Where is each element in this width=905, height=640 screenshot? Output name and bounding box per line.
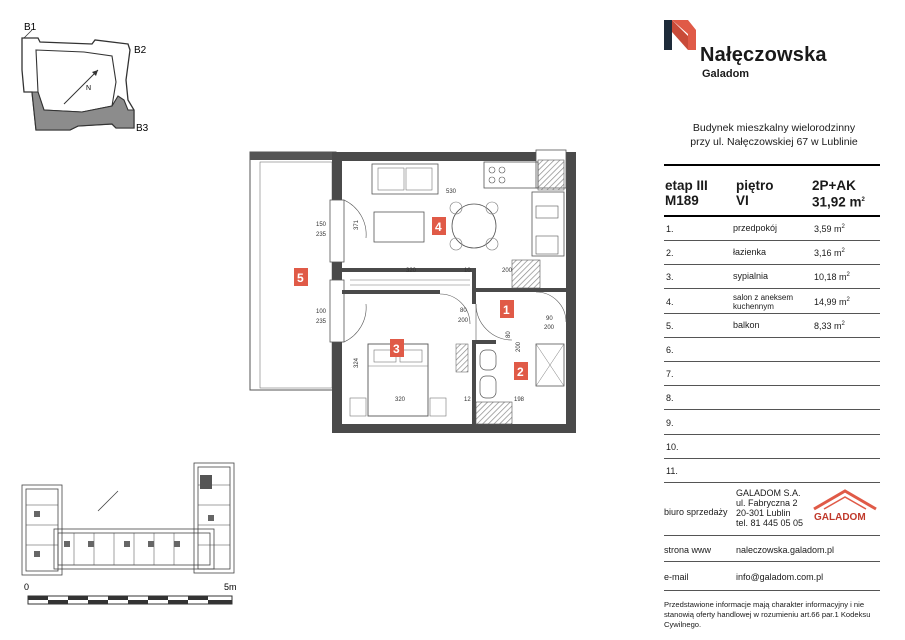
unit-area	[812, 193, 865, 210]
room-marker-4: 4	[435, 220, 442, 234]
sales-address	[736, 488, 803, 528]
room-name: przedpokój	[733, 223, 778, 233]
dim-door-top: 100	[316, 309, 327, 315]
key-label-b2: B2	[134, 45, 147, 56]
brand-name: Nałęczowska	[700, 44, 827, 66]
unit-code: M189	[665, 193, 699, 208]
building-line-2: przy ul. Nałęczowskiej 67 w Lublinie	[690, 136, 858, 148]
room-name: balkon	[733, 319, 760, 330]
room-area-value: 3,59 m	[814, 224, 842, 234]
building-line-1: Budynek mieszkalny wielorodzinny	[692, 122, 856, 134]
galadom-logo-text: GALADOM	[814, 512, 866, 523]
sales-company: GALADOM S.A.	[736, 488, 801, 498]
site-north-arrow-icon	[98, 491, 118, 511]
floor-value: VI	[736, 193, 749, 208]
room-number: 9.	[666, 417, 674, 428]
room-row-rule	[664, 409, 880, 410]
header-rule-top	[664, 164, 880, 166]
dim-kitchen-span: 200	[502, 268, 513, 274]
disclaimer: Przedstawione informacje mają charakter informacyjny i nie stanowią oferty handlowej w rozumieniu art.66 par.1 Kodeksu Cywilnego.	[664, 600, 871, 629]
room-area-sup: 2	[841, 320, 845, 327]
dim-door1-top: 80	[460, 308, 467, 314]
room-area-sup: 2	[846, 272, 850, 279]
dim-door1-bottom: 200	[458, 318, 469, 324]
room-number: 10.	[666, 441, 679, 452]
contact-rule-1	[664, 535, 880, 536]
room-row-rule	[664, 434, 880, 435]
room-area-sup: 2	[841, 248, 845, 255]
room-number: 1.	[666, 224, 674, 234]
dim-living-height: 371	[354, 219, 360, 230]
room-area-sup: 2	[846, 296, 850, 303]
site-plan	[14, 455, 244, 580]
room-area	[814, 272, 850, 282]
room-area-value: 3,16 m	[814, 248, 842, 259]
room-area	[814, 321, 845, 331]
sales-label: biuro sprzedaży	[664, 507, 728, 517]
room-marker-2: 2	[517, 365, 524, 379]
room-name: łazienka	[733, 247, 767, 258]
room-area-sup: 2	[841, 224, 845, 230]
dim-door-bottom: 235	[316, 319, 327, 325]
room-row-rule	[664, 288, 880, 289]
room-name: sypialnia	[733, 271, 769, 282]
room-area-value: 10,18 m	[814, 272, 847, 283]
room-area	[814, 297, 850, 307]
room-name: salon z aneksem kuchennym	[733, 292, 794, 311]
room-number: 2.	[666, 248, 674, 259]
brand-logo-icon	[664, 20, 696, 50]
dim-wall-small: 10	[464, 268, 471, 274]
galadom-logo-icon	[810, 487, 880, 523]
contact-rule-2	[664, 561, 880, 562]
room-area-value: 8,33 m	[814, 320, 842, 331]
header-rule-bottom	[664, 215, 880, 217]
dim-bath-width: 198	[514, 397, 525, 403]
room-row-rule	[664, 337, 880, 338]
room-number: 11.	[666, 466, 678, 476]
dim-door2-bottom: 200	[544, 325, 555, 331]
room-row-rule	[664, 361, 880, 362]
floor-plan	[240, 140, 585, 440]
room-number: 7.	[666, 369, 674, 380]
dim-window-bottom: 235	[316, 232, 327, 238]
room-row-rule	[664, 264, 880, 265]
dim-bed-width: 320	[406, 268, 417, 274]
room-area	[814, 248, 845, 258]
sales-phone: tel. 81 445 05 05	[736, 518, 804, 528]
sales-city: 20-301 Lublin	[736, 508, 791, 518]
room-row-rule	[664, 240, 880, 241]
email-label: e-mail	[664, 572, 689, 582]
dim-door3-bottom: 200	[516, 341, 522, 352]
key-label-b3: B3	[136, 123, 149, 134]
building-info	[664, 121, 884, 149]
contact-rule-3	[664, 590, 880, 591]
dim-living-width: 530	[446, 189, 457, 195]
dim-bed-width-bottom: 320	[395, 397, 406, 403]
dim-window-top: 150	[316, 222, 327, 228]
unit-area-value: 31,92 m	[812, 194, 862, 210]
dim-bed-height: 324	[354, 357, 360, 368]
room-number: 5.	[666, 320, 674, 331]
room-marker-3: 3	[393, 342, 400, 356]
room-number: 4.	[666, 296, 674, 307]
sales-street: ul. Fabryczna 2	[736, 498, 798, 508]
brand-sub: Galadom	[702, 68, 750, 80]
room-number: 3.	[666, 272, 674, 283]
website-link[interactable]: naleczowska.galadom.pl	[736, 545, 835, 555]
email-link[interactable]: info@galadom.com.pl	[736, 572, 824, 582]
unit-type: 2P+AK	[812, 178, 856, 193]
dim-door3-top: 80	[506, 331, 512, 338]
room-marker-5: 5	[297, 271, 304, 285]
north-label: N	[86, 85, 92, 92]
room-marker-1: 1	[503, 303, 510, 317]
website-label: strona www	[664, 545, 712, 555]
room-area-value: 14,99 m	[814, 296, 847, 307]
floor-label: piętro	[736, 178, 774, 193]
key-plan	[0, 0, 170, 145]
room-row-rule	[664, 482, 880, 483]
balcony-outline	[250, 152, 336, 390]
dim-bath-small: 12	[464, 397, 471, 403]
dim-door2-top: 90	[546, 316, 553, 322]
scale-bar	[20, 580, 250, 608]
key-label-b1: B1	[24, 22, 37, 33]
room-number: 8.	[666, 393, 674, 404]
room-row-rule	[664, 385, 880, 386]
scale-start: 0	[24, 582, 30, 592]
scale-end: 5m	[224, 582, 237, 592]
room-row-rule	[664, 313, 880, 314]
unit-area-sup: 2	[861, 197, 865, 203]
stage-label: etap III	[665, 178, 708, 193]
room-row-rule	[664, 458, 880, 459]
room-area	[814, 224, 845, 234]
room-number: 6.	[666, 345, 674, 355]
